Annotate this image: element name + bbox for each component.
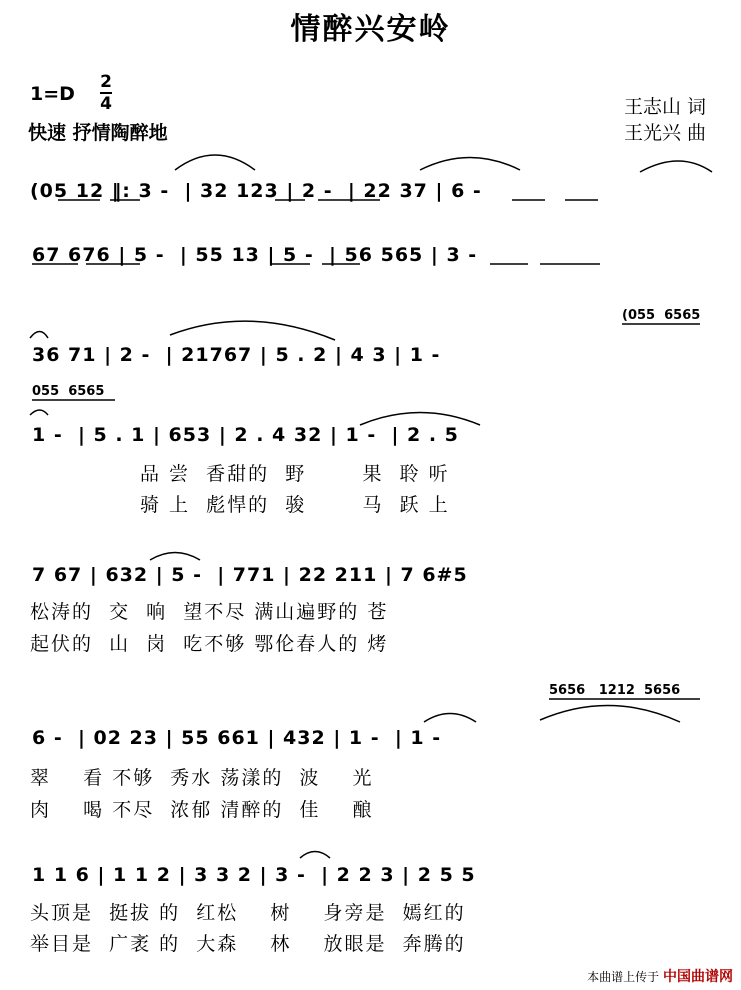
footer-text: 本曲谱上传于 — [587, 970, 660, 984]
system-6-lyrics-verse-1: 翠 看 不够 秀水 荡漾的 波 光 — [30, 767, 374, 789]
system-5-notes: 7 67 | 632 | 5 - | 771 | 22 211 | 7 6#5 — [32, 564, 468, 586]
time-signature-bottom: 4 — [100, 94, 112, 114]
slur-arc — [420, 158, 520, 171]
lyricist-credit: 王志山 词 — [624, 96, 707, 118]
slur-arc — [640, 161, 712, 172]
slur-arc — [360, 413, 480, 426]
slur-arc — [170, 321, 335, 340]
system-4-lyrics-verse-1: 品 尝 香甜的 野 果 聆 听 — [140, 463, 450, 485]
system-6-cue: 5656 1212 5656 — [549, 683, 681, 698]
system-6-lyrics-verse-2: 肉 喝 不尽 浓郁 清醉的 佳 酿 — [30, 799, 374, 821]
system-7-notes: 1 1 6 | 1 1 2 | 3 3 2 | 3 - | 2 2 3 | 2 5 5 — [32, 864, 476, 886]
composer-credit: 王光兴 曲 — [624, 122, 707, 144]
system-4-cue: 055 6565 — [32, 384, 105, 399]
slur-arc — [424, 714, 476, 723]
footer — [587, 966, 733, 986]
slur-arc — [30, 332, 48, 339]
tempo-marking: 快速 抒情陶醉地 — [28, 122, 168, 144]
system-4-lyrics-verse-2: 骑 上 彪悍的 骏 马 跃 上 — [140, 494, 450, 516]
time-signature-top: 2 — [100, 72, 112, 92]
system-1-notes: (05 12 ‖: 3 - | 32 123 | 2 - | 22 37 | 6 - — [30, 180, 482, 202]
slur-arc — [150, 553, 200, 561]
system-6-notes: 6 - | 02 23 | 55 661 | 432 | 1 - | 1 - — [32, 727, 442, 749]
site-logo: 中国曲谱网 — [663, 969, 733, 985]
system-7-lyrics-verse-2: 举目是 广袤 的 大森 林 放眼是 奔腾的 — [30, 933, 466, 955]
page-title: 情醉兴安岭 — [290, 12, 451, 47]
key-signature: 1=D — [30, 83, 75, 105]
slur-arc — [540, 705, 680, 722]
system-5-lyrics-verse-1: 松涛的 交 响 望不尽 满山遍野的 苍 — [30, 601, 389, 623]
system-2-notes: 67 676 | 5 - | 55 13 | 5 - | 56 565 | 3 - — [32, 244, 478, 266]
slur-arc — [175, 155, 255, 170]
system-7-lyrics-verse-1: 头顶是 挺拔 的 红松 树 身旁是 嫣红的 — [30, 902, 466, 924]
system-3-notes: 36 71 | 2 - | 21767 | 5 . 2 | 4 3 | 1 - — [32, 344, 441, 366]
slur-arc — [30, 410, 48, 415]
slur-arc — [300, 852, 330, 859]
system-3-cue: (055 6565 — [622, 308, 701, 323]
system-5-lyrics-verse-2: 起伏的 山 岗 吃不够 鄂伦春人的 烤 — [30, 633, 389, 655]
system-4-notes: 1 - | 5 . 1 | 653 | 2 . 4 32 | 1 - | 2 . 5 — [32, 424, 459, 446]
